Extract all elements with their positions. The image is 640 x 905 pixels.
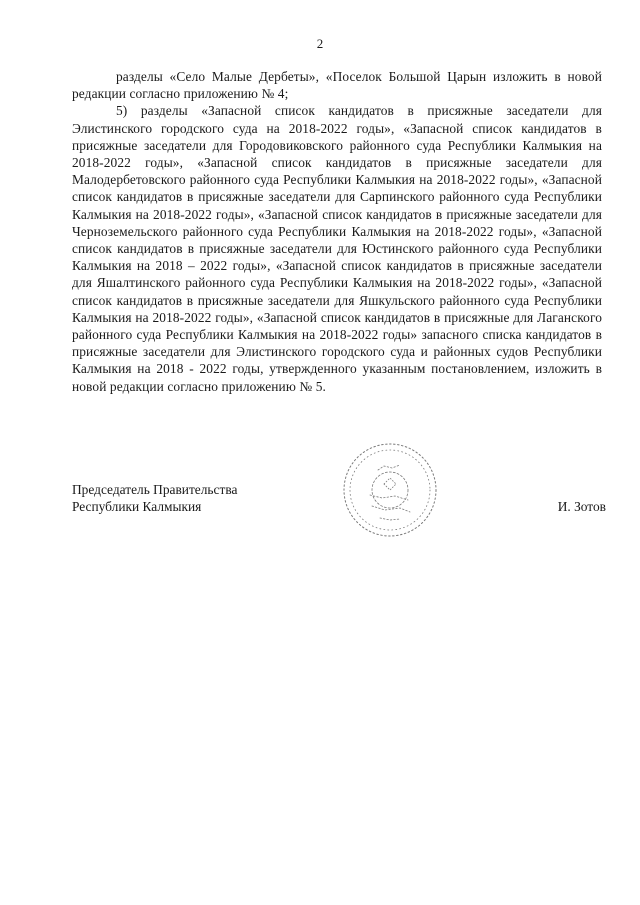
signature-title-line2: Республики Калмыкия <box>72 499 202 515</box>
page-number: 2 <box>316 36 324 51</box>
paragraph-item-5: 5) разделы «Запасной список кандидатов в присяжные заседатели для Элистинского городского суда на 2018-2022 годы», «Запасной список кандидатов в присяжные заседатели для Городовиковского районного суда Республики Калмыкия на 2018-2022 годы», «Запасной список кандидатов в присяжные заседатели для Малодербетовского районного суда Республики Калмыкия на 2018-2022 годы», «Запасной список кандидатов в присяжные заседатели для Сарпинского районного суда Республики Калмыкия на 2018-2022 годы», «Запасной список кандидатов в присяжные заседатели для Черноземельского районного суда Республики Калмыкия на 2018-2022 годы», «Запасной список кандидатов в присяжные заседатели для Юстинского районного суда Республики Калмыкия на 2018 – 2022 годы», «Запасной список кандидатов в присяжные заседатели для Яшалтинского районного суда Республики Калмыкия на 2018-2022 годы», «Запасной список кандидатов в присяжные заседатели для Яшкульского районного суда Республики Калмыкия на 2018-2022 годы», «Запасной список кандидатов в присяжные для Лаганского районного суда Республики Калмыкия на 2018-2022 годы» запасного списка кандидатов в присяжные заседатели для Элистинского городского суда и районных судов Республики Калмыкия на 2018 - 2022 годы, утвержденного указанным постановлением, изложить в новой редакции согласно приложению № 5. <box>72 103 602 394</box>
paragraph-sections-4: разделы «Село Малые Дербеты», «Поселок Большой Царын изложить в новой редакции согласно приложению № 4; <box>72 69 602 102</box>
document-body <box>72 68 602 395</box>
official-seal-icon <box>340 440 440 540</box>
signatory-name: И. Зотов <box>557 499 606 515</box>
signature-title-line1: Председатель Правительства <box>72 482 238 497</box>
